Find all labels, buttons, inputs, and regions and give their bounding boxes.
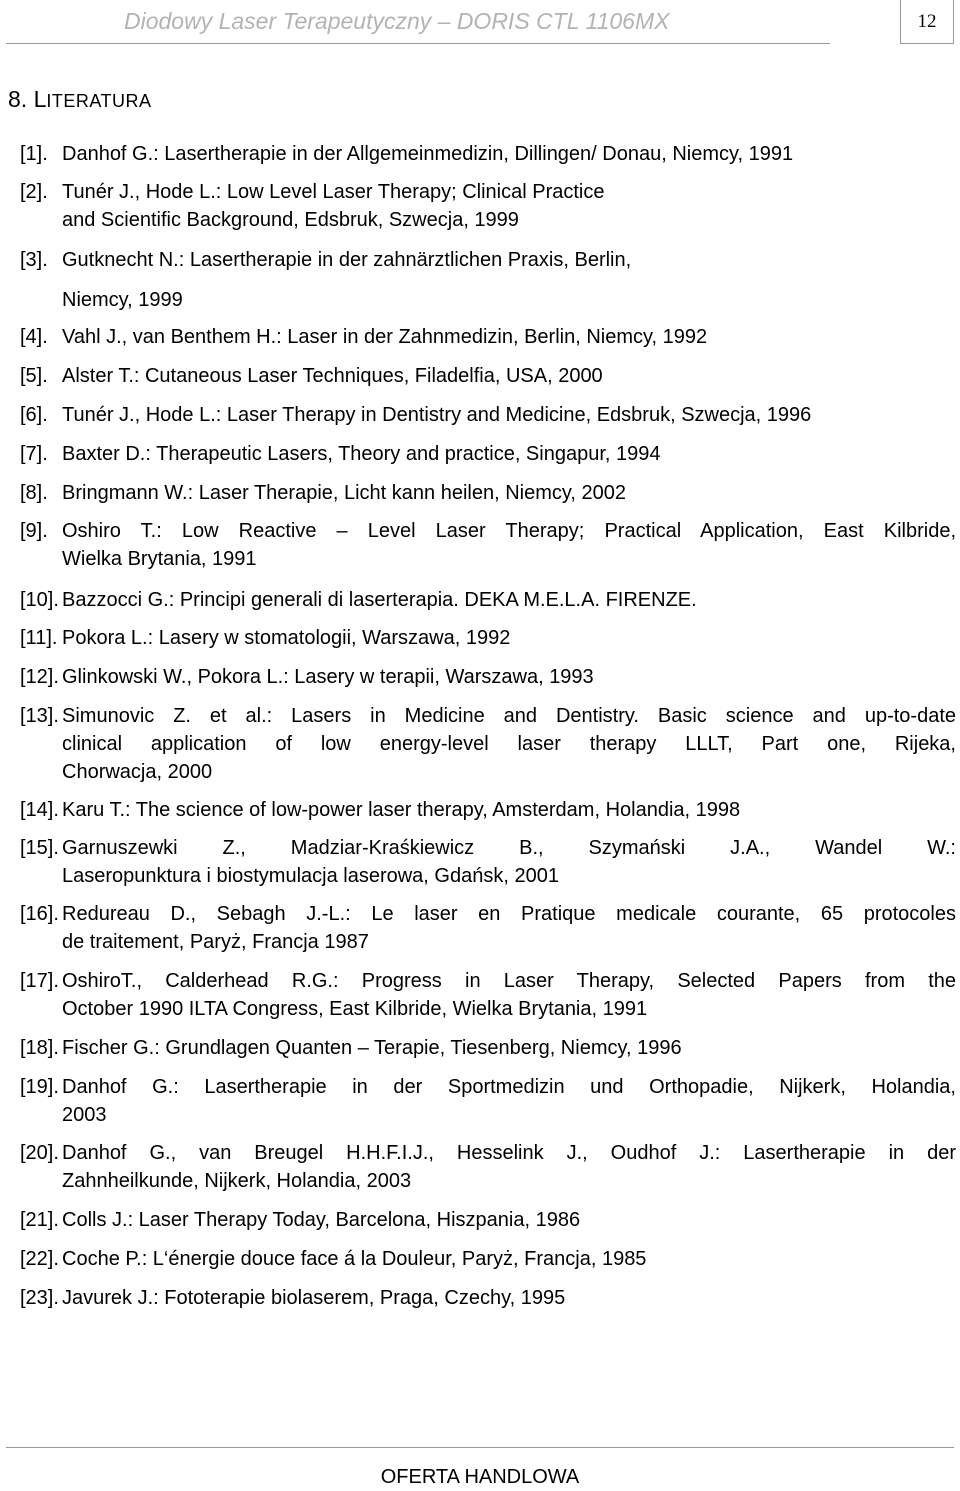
reference-number: [10].	[20, 589, 59, 611]
reference-line: Danhof G., van Breugel H.H.F.I.J., Hesselink J., Oudhof J.: Lasertherapie in der	[62, 1142, 956, 1164]
reference-line: Karu T.: The science of low-power laser therapy, Amsterdam, Holandia, 1998	[62, 799, 741, 821]
page-number: 12	[900, 0, 954, 44]
reference-line: Niemcy, 1999	[62, 289, 183, 311]
section-title	[8, 86, 152, 113]
reference-line: October 1990 ILTA Congress, East Kilbride, Wielka Brytania, 1991	[62, 998, 648, 1020]
reference-line: and Scientific Background, Edsbruk, Szwecja, 1999	[62, 209, 519, 231]
reference-line: Tunér J., Hode L.: Laser Therapy in Dentistry and Medicine, Edsbruk, Szwecja, 1996	[62, 404, 812, 426]
reference-number: [21].	[20, 1209, 59, 1231]
footer-text: OFERTA HANDLOWA	[380, 1466, 580, 1488]
reference-number: [14].	[20, 799, 59, 821]
section-number: 8.	[8, 86, 34, 112]
reference-number: [3].	[20, 249, 48, 271]
reference-number: [19].	[20, 1076, 59, 1098]
reference-number: [12].	[20, 666, 59, 688]
reference-line: Javurek J.: Fototerapie biolaserem, Praga, Czechy, 1995	[62, 1287, 566, 1309]
reference-line: Pokora L.: Lasery w stomatologii, Warszawa, 1992	[62, 627, 511, 649]
reference-line: Oshiro T.: Low Reactive – Level Laser Therapy; Practical Application, East Kilbride,	[62, 520, 956, 542]
reference-line: de traitement, Paryż, Francja 1987	[62, 931, 369, 953]
reference-number: [9].	[20, 520, 48, 542]
reference-line: Coche P.: L‘énergie douce face á la Douleur, Paryż, Francja, 1985	[62, 1248, 647, 1270]
reference-line: Danhof G.: Lasertherapie in der Allgemeinmedizin, Dillingen/ Donau, Niemcy, 1991	[62, 143, 794, 165]
reference-line: OshiroT., Calderhead R.G.: Progress in Laser Therapy, Selected Papers from the	[62, 970, 956, 992]
reference-number: [4].	[20, 326, 48, 348]
reference-number: [16].	[20, 903, 59, 925]
reference-line: Vahl J., van Benthem H.: Laser in der Zahnmedizin, Berlin, Niemcy, 1992	[62, 326, 708, 348]
reference-number: [7].	[20, 443, 48, 465]
reference-number: [5].	[20, 365, 48, 387]
reference-line: Baxter D.: Therapeutic Lasers, Theory and practice, Singapur, 1994	[62, 443, 661, 465]
reference-line: Alster T.: Cutaneous Laser Techniques, Filadelfia, USA, 2000	[62, 365, 603, 387]
reference-line: Redureau D., Sebagh J.-L.: Le laser en Pratique medicale courante, 65 protocoles	[62, 903, 956, 925]
reference-line: 2003	[62, 1104, 107, 1126]
section-title-rest: ITERATURA	[46, 91, 152, 111]
reference-line: Glinkowski W., Pokora L.: Lasery w terapii, Warszawa, 1993	[62, 666, 594, 688]
reference-number: [1].	[20, 143, 48, 165]
reference-line: Bazzocci G.: Principi generali di laserterapia. DEKA M.E.L.A. FIRENZE.	[62, 589, 697, 611]
reference-line: Simunovic Z. et al.: Lasers in Medicine and Dentistry. Basic science and up-to-date	[62, 705, 956, 727]
reference-line: Tunér J., Hode L.: Low Level Laser Therapy; Clinical Practice	[62, 181, 605, 203]
reference-line: Gutknecht N.: Lasertherapie in der zahnärztlichen Praxis, Berlin,	[62, 249, 632, 271]
reference-number: [8].	[20, 482, 48, 504]
reference-number: [13].	[20, 705, 59, 727]
reference-line: Danhof G.: Lasertherapie in der Sportmedizin und Orthopadie, Nijkerk, Holandia,	[62, 1076, 956, 1098]
reference-line: Chorwacja, 2000	[62, 761, 213, 783]
reference-number: [6].	[20, 404, 48, 426]
reference-number: [17].	[20, 970, 59, 992]
reference-line: Zahnheilkunde, Nijkerk, Holandia, 2003	[62, 1170, 412, 1192]
reference-line: Bringmann W.: Laser Therapie, Licht kann heilen, Niemcy, 2002	[62, 482, 627, 504]
header-rule	[6, 43, 830, 44]
header-title: Diodowy Laser Terapeutyczny – DORIS CTL 1106MX	[124, 8, 670, 34]
reference-number: [18].	[20, 1037, 59, 1059]
reference-line: Laseropunktura i biostymulacja laserowa, Gdańsk, 2001	[62, 865, 559, 887]
section-title-initial: L	[33, 86, 47, 112]
reference-number: [2].	[20, 181, 48, 203]
reference-number: [22].	[20, 1248, 59, 1270]
reference-line: Wielka Brytania, 1991	[62, 548, 257, 570]
reference-number: [15].	[20, 837, 59, 859]
reference-line: clinical application of low energy-level laser therapy LLLT, Part one, Rijeka,	[62, 733, 956, 755]
reference-number: [20].	[20, 1142, 59, 1164]
reference-line: Fischer G.: Grundlagen Quanten – Terapie, Tiesenberg, Niemcy, 1996	[62, 1037, 682, 1059]
reference-line: Garnuszewki Z., Madziar-Kraśkiewicz B., Szymański J.A., Wandel W.:	[62, 837, 956, 859]
footer-rule	[6, 1447, 954, 1448]
reference-line: Colls J.: Laser Therapy Today, Barcelona, Hiszpania, 1986	[62, 1209, 581, 1231]
reference-number: [23].	[20, 1287, 59, 1309]
reference-number: [11].	[20, 627, 58, 649]
